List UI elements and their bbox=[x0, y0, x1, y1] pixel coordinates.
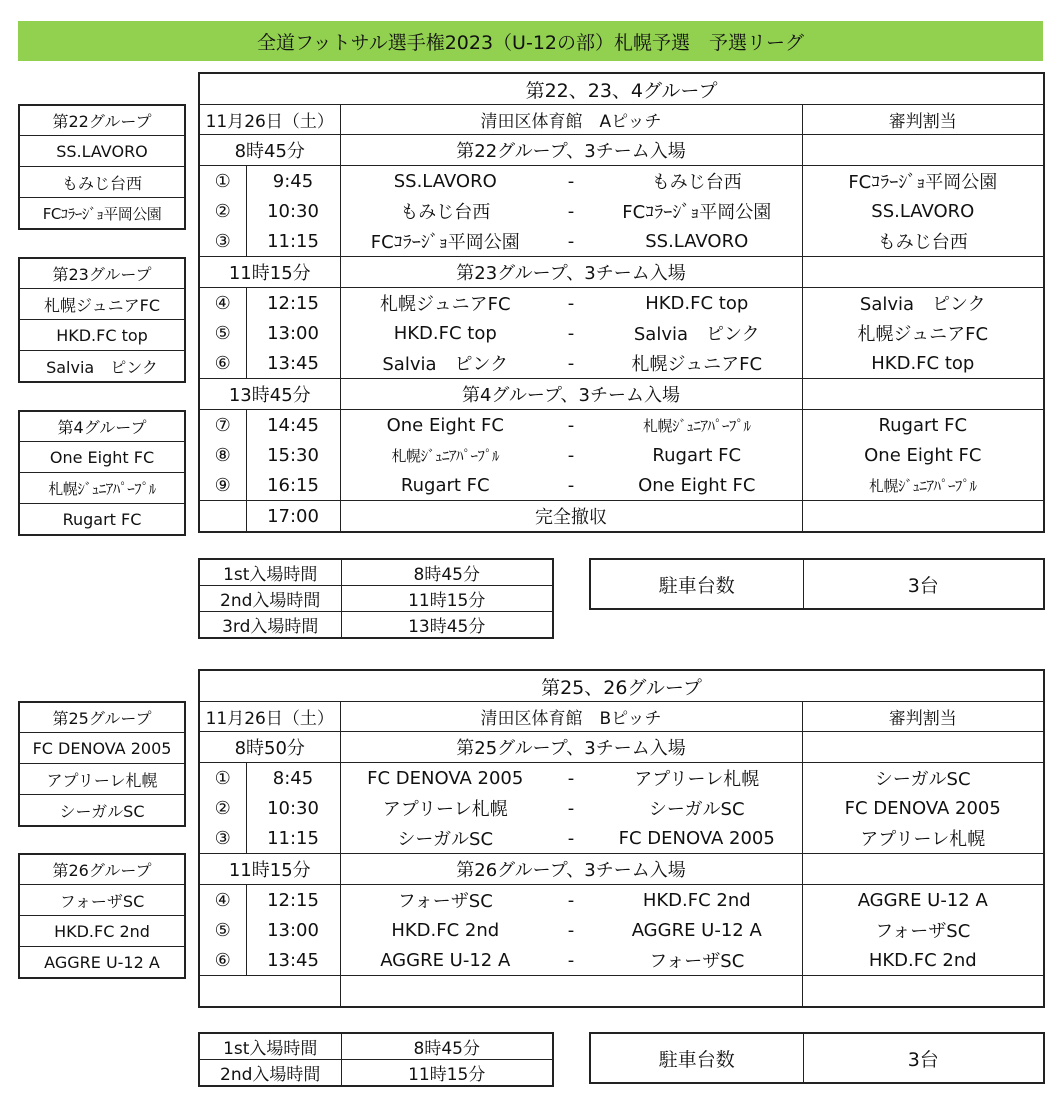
section-heading: 第22、23、4グループ bbox=[199, 73, 1044, 105]
away-team: 札幌ジュニアFC bbox=[592, 348, 802, 379]
vs-dash: - bbox=[550, 288, 592, 319]
entry-value: 8時45分 bbox=[341, 1033, 553, 1060]
match-no: ④ bbox=[199, 885, 246, 916]
entry-value: 11時15分 bbox=[341, 586, 553, 612]
entry-time: 11時15分 bbox=[199, 854, 340, 885]
entry-label: 2nd入場時間 bbox=[199, 1060, 341, 1087]
vs-dash: - bbox=[567, 827, 575, 849]
referee-header: 審判割当 bbox=[802, 702, 1044, 732]
parking-value: 3台 bbox=[803, 1033, 1044, 1083]
match-no: ③ bbox=[199, 823, 246, 854]
team-cell: AGGRE U-12 A bbox=[19, 947, 185, 979]
away-team: Rugart FC bbox=[592, 440, 802, 470]
home-team: SS.LAVORO bbox=[340, 166, 550, 197]
match-no: ⑥ bbox=[199, 348, 246, 379]
team-cell: Rugart FC bbox=[19, 504, 185, 536]
match-time: 15:30 bbox=[246, 440, 340, 470]
referee-cell: FCｺﾗｰｼﾞｮ平岡公園 bbox=[802, 166, 1044, 197]
empty-cell bbox=[802, 732, 1044, 763]
away-team: AGGRE U-12 A bbox=[592, 915, 802, 945]
date-cell: 11月26日（土） bbox=[199, 702, 340, 732]
away-team: HKD.FC top bbox=[592, 288, 802, 319]
match-time: 16:15 bbox=[246, 470, 340, 501]
vs-dash: - bbox=[567, 230, 575, 252]
team-cell: アプリーレ札幌 bbox=[19, 764, 185, 795]
away-team: FCｺﾗｰｼﾞｮ平岡公園 bbox=[592, 196, 802, 226]
vs-dash: - bbox=[550, 885, 592, 916]
entry-time-table-a bbox=[198, 558, 554, 639]
vs-dash: - bbox=[567, 322, 575, 344]
vs-dash: - bbox=[550, 410, 592, 441]
team-cell: Salvia ピンク bbox=[19, 351, 185, 383]
team-cell: HKD.FC 2nd bbox=[19, 916, 185, 947]
vs-dash: - bbox=[567, 444, 575, 466]
empty-cell bbox=[199, 501, 246, 533]
entry-label: 3rd入場時間 bbox=[199, 612, 341, 639]
match-no: ⑤ bbox=[199, 915, 246, 945]
referee-cell: もみじ台西 bbox=[802, 226, 1044, 257]
home-team: HKD.FC 2nd bbox=[340, 915, 550, 945]
vs-dash: - bbox=[567, 352, 575, 374]
schedule-table-b bbox=[198, 669, 1045, 1008]
home-team: Rugart FC bbox=[340, 470, 550, 501]
match-no: ② bbox=[199, 793, 246, 823]
referee-cell: シーガルSC bbox=[802, 763, 1044, 794]
empty-cell bbox=[802, 976, 1044, 1008]
referee-cell: FC DENOVA 2005 bbox=[802, 793, 1044, 823]
home-team: AGGRE U-12 A bbox=[340, 945, 550, 976]
group-name: 第4グループ bbox=[19, 411, 185, 442]
referee-cell: Salvia ピンク bbox=[802, 288, 1044, 319]
empty-cell bbox=[802, 135, 1044, 166]
entry-label: 1st入場時間 bbox=[199, 559, 341, 586]
match-no: ① bbox=[199, 763, 246, 794]
home-team: FC DENOVA 2005 bbox=[340, 763, 550, 794]
match-no: ⑥ bbox=[199, 945, 246, 976]
home-team: One Eight FC bbox=[340, 410, 550, 441]
match-time: 12:15 bbox=[246, 288, 340, 319]
section-heading: 第25、26グループ bbox=[199, 670, 1044, 702]
referee-cell: HKD.FC top bbox=[802, 348, 1044, 379]
match-time: 12:15 bbox=[246, 885, 340, 916]
entry-time: 8時45分 bbox=[199, 135, 340, 166]
parking-label: 駐車台数 bbox=[590, 559, 803, 609]
home-team: FCｺﾗｰｼﾞｮ平岡公園 bbox=[340, 226, 550, 257]
home-team: Salvia ピンク bbox=[340, 348, 550, 379]
empty-cell bbox=[802, 257, 1044, 288]
referee-header: 審判割当 bbox=[802, 105, 1044, 135]
away-team: アプリーレ札幌 bbox=[592, 763, 802, 794]
match-time: 11:15 bbox=[246, 226, 340, 257]
parking-value: 3台 bbox=[803, 559, 1044, 609]
away-team: HKD.FC 2nd bbox=[592, 885, 802, 916]
home-team: 札幌ジュニアFC bbox=[340, 288, 550, 319]
team-cell: SS.LAVORO bbox=[19, 136, 185, 167]
parking-label: 駐車台数 bbox=[590, 1033, 803, 1083]
empty-cell bbox=[802, 854, 1044, 885]
entry-time-table-b bbox=[198, 1032, 554, 1087]
away-team: One Eight FC bbox=[592, 470, 802, 501]
entry-label: 1st入場時間 bbox=[199, 1033, 341, 1060]
team-cell: シーガルSC bbox=[19, 795, 185, 827]
close-time: 17:00 bbox=[246, 501, 340, 533]
match-time: 13:00 bbox=[246, 318, 340, 348]
team-cell: 札幌ジュニアFC bbox=[19, 289, 185, 320]
referee-cell: 札幌ｼﾞｭﾆｱﾊﾟｰﾌﾟﾙ bbox=[802, 470, 1044, 501]
vs-dash: - bbox=[567, 949, 575, 971]
entry-time: 13時45分 bbox=[199, 379, 340, 410]
referee-cell: AGGRE U-12 A bbox=[802, 885, 1044, 916]
group-table-4 bbox=[18, 410, 186, 536]
vs-dash: - bbox=[567, 797, 575, 819]
match-no: ③ bbox=[199, 226, 246, 257]
entry-label: 2nd入場時間 bbox=[199, 586, 341, 612]
match-time: 11:15 bbox=[246, 823, 340, 854]
team-cell: HKD.FC top bbox=[19, 320, 185, 351]
match-time: 13:00 bbox=[246, 915, 340, 945]
home-team: アプリーレ札幌 bbox=[340, 793, 550, 823]
venue-cell: 清田区体育館 Bピッチ bbox=[340, 702, 802, 732]
away-team: FC DENOVA 2005 bbox=[592, 823, 802, 854]
home-team: シーガルSC bbox=[340, 823, 550, 854]
team-cell: One Eight FC bbox=[19, 442, 185, 473]
away-team: もみじ台西 bbox=[592, 166, 802, 197]
match-time: 10:30 bbox=[246, 793, 340, 823]
close-text: 完全撤収 bbox=[340, 501, 802, 533]
empty-cell bbox=[802, 501, 1044, 533]
empty-cell bbox=[340, 976, 802, 1008]
match-no: ② bbox=[199, 196, 246, 226]
team-cell: 札幌ｼﾞｭﾆｱﾊﾟｰﾌﾟﾙ bbox=[19, 473, 185, 504]
team-cell: FC DENOVA 2005 bbox=[19, 733, 185, 764]
referee-cell: Rugart FC bbox=[802, 410, 1044, 441]
team-cell: フォーザSC bbox=[19, 885, 185, 916]
vs-dash: - bbox=[567, 474, 575, 496]
empty-cell bbox=[802, 379, 1044, 410]
match-no: ① bbox=[199, 166, 246, 197]
away-team: SS.LAVORO bbox=[592, 226, 802, 257]
group-name: 第23グループ bbox=[19, 258, 185, 289]
vs-dash: - bbox=[550, 166, 592, 197]
group-table-23 bbox=[18, 257, 186, 383]
match-no: ④ bbox=[199, 288, 246, 319]
match-no: ⑨ bbox=[199, 470, 246, 501]
vs-dash: - bbox=[567, 200, 575, 222]
match-no: ⑦ bbox=[199, 410, 246, 441]
match-time: 13:45 bbox=[246, 945, 340, 976]
entry-time: 11時15分 bbox=[199, 257, 340, 288]
group-table-22 bbox=[18, 104, 186, 230]
group-name: 第25グループ bbox=[19, 702, 185, 733]
entry-text: 第23グループ、3チーム入場 bbox=[340, 257, 802, 288]
entry-text: 第25グループ、3チーム入場 bbox=[340, 732, 802, 763]
entry-text: 第26グループ、3チーム入場 bbox=[340, 854, 802, 885]
referee-cell: フォーザSC bbox=[802, 915, 1044, 945]
entry-text: 第4グループ、3チーム入場 bbox=[340, 379, 802, 410]
away-team: シーガルSC bbox=[592, 793, 802, 823]
referee-cell: 札幌ジュニアFC bbox=[802, 318, 1044, 348]
schedule-table-a bbox=[198, 72, 1045, 533]
match-time: 14:45 bbox=[246, 410, 340, 441]
home-team: 札幌ｼﾞｭﾆｱﾊﾟｰﾌﾟﾙ bbox=[340, 440, 550, 470]
home-team: フォーザSC bbox=[340, 885, 550, 916]
match-time: 8:45 bbox=[246, 763, 340, 794]
entry-value: 13時45分 bbox=[341, 612, 553, 639]
match-time: 13:45 bbox=[246, 348, 340, 379]
referee-cell: SS.LAVORO bbox=[802, 196, 1044, 226]
away-team: Salvia ピンク bbox=[592, 318, 802, 348]
home-team: HKD.FC top bbox=[340, 318, 550, 348]
team-cell: FCｺﾗｰｼﾞｮ平岡公園 bbox=[19, 198, 185, 230]
empty-cell bbox=[199, 976, 340, 1008]
group-table-25 bbox=[18, 701, 186, 827]
match-no: ⑧ bbox=[199, 440, 246, 470]
page-title: 全道フットサル選手権2023（U-12の部）札幌予選 予選リーグ bbox=[18, 21, 1043, 61]
match-time: 10:30 bbox=[246, 196, 340, 226]
parking-table-a bbox=[589, 558, 1045, 610]
match-time: 9:45 bbox=[246, 166, 340, 197]
home-team: もみじ台西 bbox=[340, 196, 550, 226]
referee-cell: One Eight FC bbox=[802, 440, 1044, 470]
away-team: フォーザSC bbox=[592, 945, 802, 976]
vs-dash: - bbox=[550, 763, 592, 794]
parking-table-b bbox=[589, 1032, 1045, 1084]
referee-cell: HKD.FC 2nd bbox=[802, 945, 1044, 976]
group-name: 第22グループ bbox=[19, 105, 185, 136]
date-cell: 11月26日（土） bbox=[199, 105, 340, 135]
entry-text: 第22グループ、3チーム入場 bbox=[340, 135, 802, 166]
vs-dash: - bbox=[567, 919, 575, 941]
team-cell: もみじ台西 bbox=[19, 167, 185, 198]
away-team: 札幌ｼﾞｭﾆｱﾊﾟｰﾌﾟﾙ bbox=[592, 410, 802, 441]
referee-cell: アプリーレ札幌 bbox=[802, 823, 1044, 854]
venue-cell: 清田区体育館 Aピッチ bbox=[340, 105, 802, 135]
group-table-26 bbox=[18, 853, 186, 979]
group-name: 第26グループ bbox=[19, 854, 185, 885]
entry-value: 11時15分 bbox=[341, 1060, 553, 1087]
entry-time: 8時50分 bbox=[199, 732, 340, 763]
entry-value: 8時45分 bbox=[341, 559, 553, 586]
match-no: ⑤ bbox=[199, 318, 246, 348]
